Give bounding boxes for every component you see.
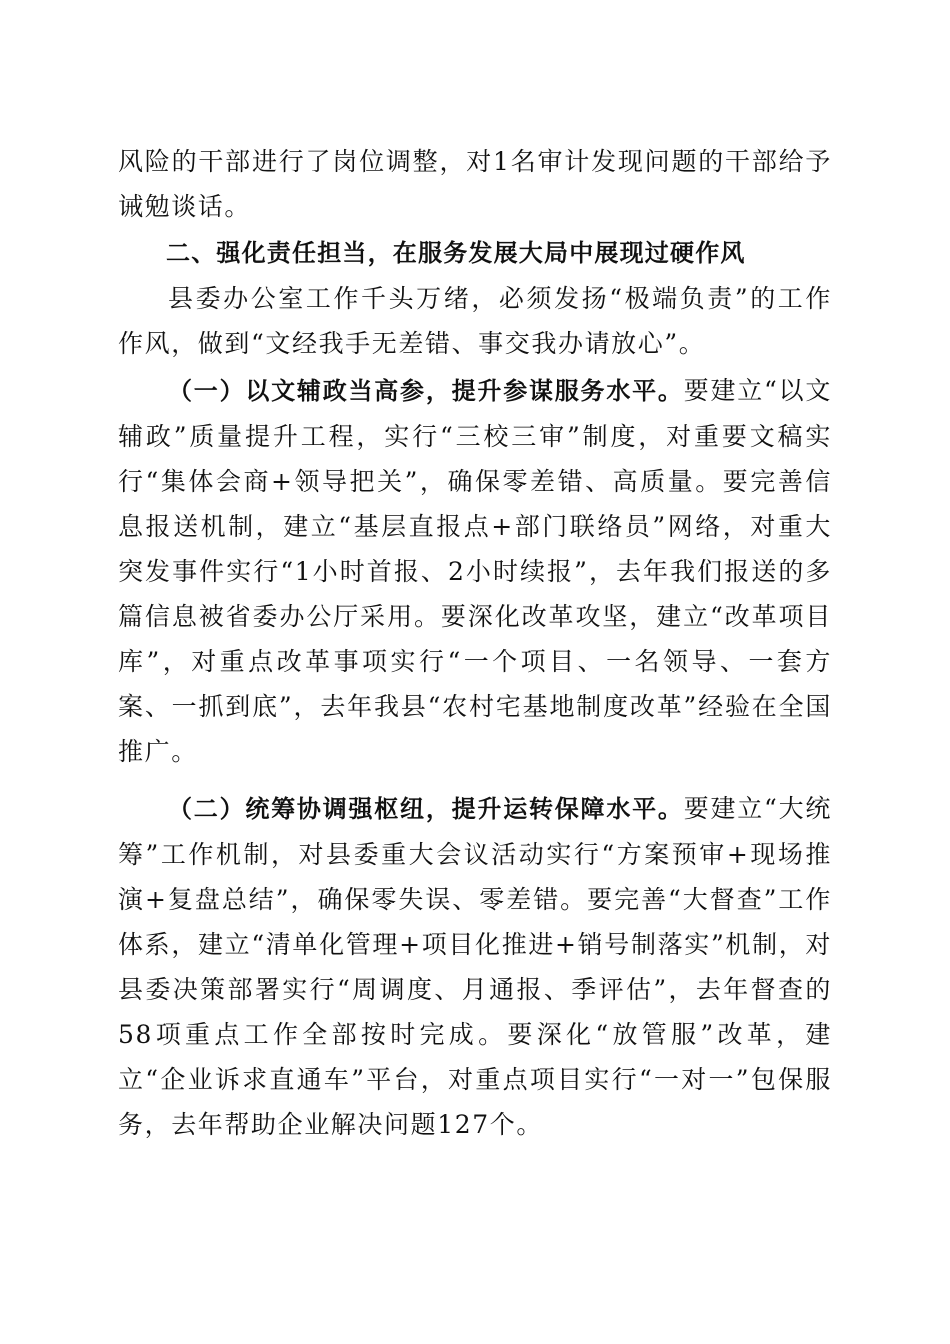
document-body bbox=[118, 139, 832, 1147]
subsection-2-body: 要建立“大统筹”工作机制，对县委重大会议活动实行“方案预审+现场推演+复盘总结”，确保零失误、零差错。要完善“大督查”工作体系，建立“清单化管理+项目化推进+销号制落实”机制，对县委决策部署实行“周调度、月通报、季评估”，去年督查的58项重点工作全部按时完成。要深化“放管服”改革，建立“企业诉求直通车”平台，对重点项目实行“一对一”包保服务，去年帮助企业解决问题127个。 bbox=[118, 794, 832, 1139]
subsection-2-title: （二）统筹协调强枢纽，提升运转保障水平。 bbox=[168, 795, 684, 823]
paragraph-continued: 风险的干部进行了岗位调整，对1名审计发现问题的干部给予诫勉谈话。 bbox=[118, 147, 832, 221]
section-heading: 二、强化责任担当，在服务发展大局中展现过硬作风 bbox=[166, 239, 746, 267]
subsection-1-body: 要建立“以文辅政”质量提升工程，实行“三校三审”制度，对重要文稿实行“集体会商+领导把关”，确保零差错、高质量。要完善信息报送机制，建立“基层直报点+部门联络员”网络，对重大突发事件实行“1小时首报、2小时续报”，去年我们报送的多篇信息被省委办公厅采用。要深化改革攻坚，建立“改革项目库”，对重点改革事项实行“一个项目、一名领导、一套方案、一抓到底”，去年我县“农村宅基地制度改革”经验在全国推广。 bbox=[118, 376, 832, 766]
subsection-1-title: （一）以文辅政当高参，提升参谋服务水平。 bbox=[168, 377, 684, 405]
subsection-2-paragraph bbox=[118, 786, 832, 1147]
section-intro-paragraph: 县委办公室工作千头万绪，必须发扬“极端负责”的工作作风，做到“文经我手无差错、事交我办请放心”。 bbox=[118, 284, 832, 358]
subsection-1-paragraph bbox=[118, 368, 832, 774]
